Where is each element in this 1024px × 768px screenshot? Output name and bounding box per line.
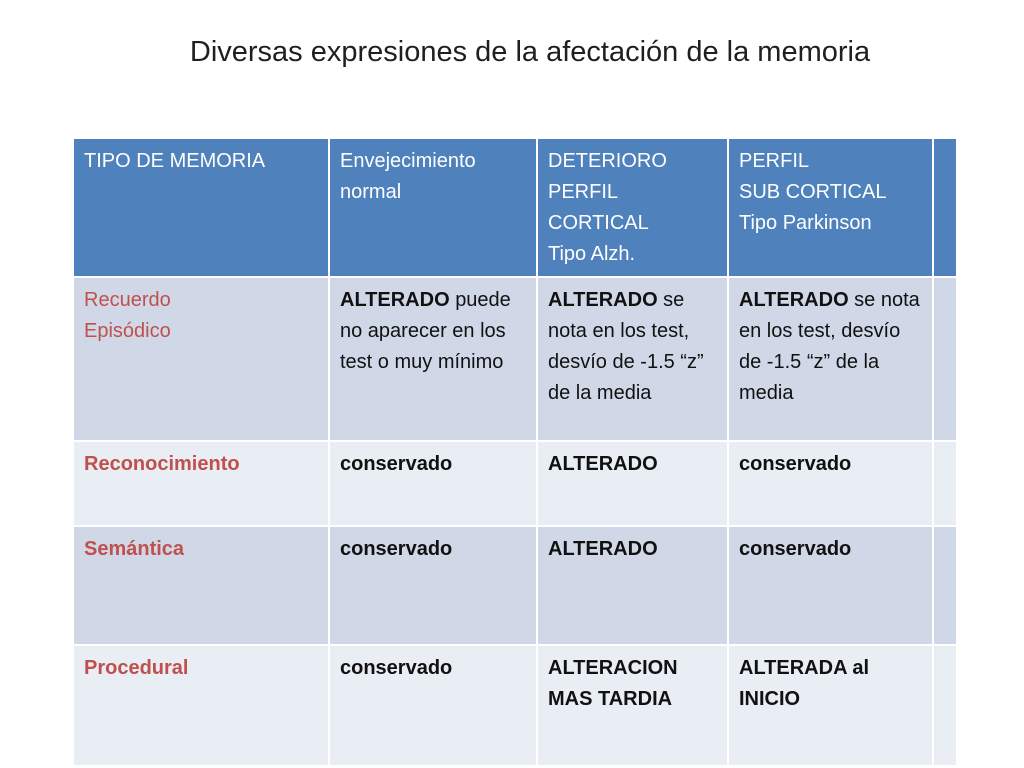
normal-cell: conservado xyxy=(329,526,537,645)
cortical-cell: ALTERADO xyxy=(537,526,728,645)
category-cell: Reconocimiento xyxy=(73,441,329,526)
table-header-row xyxy=(73,138,957,277)
category-cell: Semántica xyxy=(73,526,329,645)
empty-cell xyxy=(933,645,957,766)
header-deterioro-cortical: DETERIORO PERFIL CORTICAL Tipo Alzh. xyxy=(537,138,728,277)
empty-cell xyxy=(933,526,957,645)
category-cell: Procedural xyxy=(73,645,329,766)
table-row-reconocimiento xyxy=(73,441,957,526)
subcortical-cell: conservado xyxy=(728,441,933,526)
header-empty xyxy=(933,138,957,277)
empty-cell xyxy=(933,441,957,526)
cortical-cell: ALTERADO se nota en los test, desvío de -1.5 “z” de la media xyxy=(537,277,728,441)
normal-cell: conservado xyxy=(329,441,537,526)
memory-comparison-table xyxy=(72,137,958,767)
normal-cell: conservado xyxy=(329,645,537,766)
subcortical-cell: conservado xyxy=(728,526,933,645)
category-cell: Recuerdo Episódico xyxy=(73,277,329,441)
table-row-semantica xyxy=(73,526,957,645)
header-tipo-de-memoria: TIPO DE MEMORIA xyxy=(73,138,329,277)
cortical-cell: ALTERADO xyxy=(537,441,728,526)
empty-cell xyxy=(933,277,957,441)
subcortical-cell: ALTERADO se nota en los test, desvío de -1.5 “z” de la media xyxy=(728,277,933,441)
table-row-recuerdo-episodico xyxy=(73,277,957,441)
table-row-procedural xyxy=(73,645,957,766)
normal-cell: ALTERADO puede no aparecer en los test o muy mínimo xyxy=(329,277,537,441)
subcortical-cell: ALTERADA al INICIO xyxy=(728,645,933,766)
header-perfil-subcortical: PERFIL SUB CORTICAL Tipo Parkinson xyxy=(728,138,933,277)
header-envejecimiento-normal: Envejecimiento normal xyxy=(329,138,537,277)
cortical-cell: ALTERACION MAS TARDIA xyxy=(537,645,728,766)
slide-title: Diversas expresiones de la afectación de la memoria xyxy=(189,36,871,68)
